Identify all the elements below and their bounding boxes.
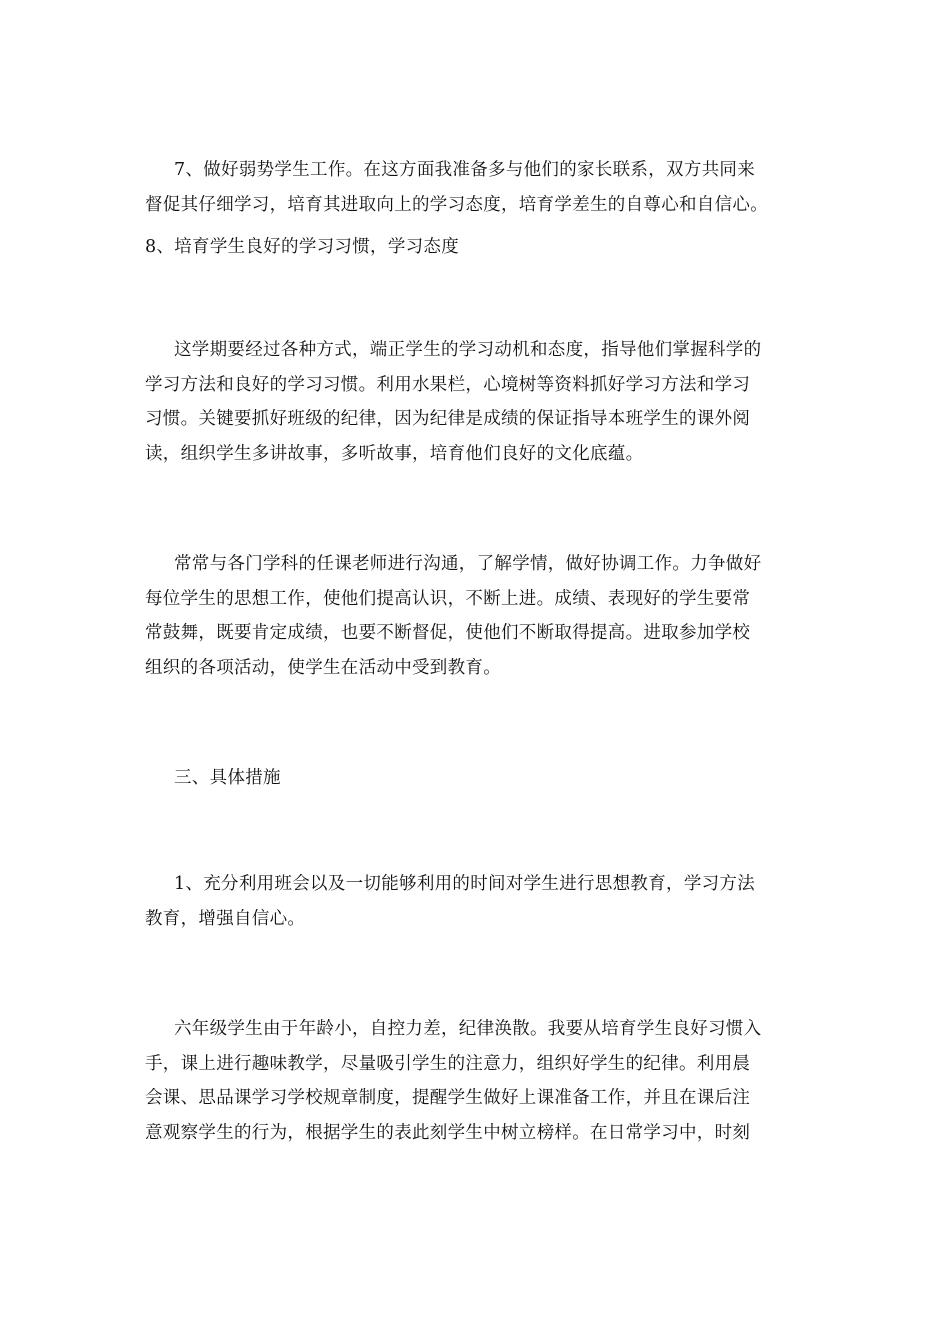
text-line: 习惯。关键要抓好班级的纪律，因为纪律是成绩的保证指导本班学生的课外阅	[145, 409, 751, 429]
text-line: 会课、思品课学习学校规章制度，提醒学生做好上课准备工作，并且在课后注	[145, 1088, 751, 1108]
paragraph-grade-six	[145, 1012, 810, 1150]
heading-line: 三、具体措施	[174, 768, 281, 788]
text-line: 1、充分利用班会以及一切能够利用的时间对学生进行思想教育，学习方法	[174, 874, 756, 894]
text-line: 8、培育学生良好的学习习惯，学习态度	[145, 237, 460, 257]
text-line: 每位学生的思想工作，使他们提高认识，不断上进。成绩、表现好的学生要常	[145, 588, 751, 609]
text-line: 六年级学生由于年龄小，自控力差，纪律涣散。我要从培育学生良好习惯入	[174, 1019, 762, 1039]
paragraph-teacher-communication	[145, 547, 810, 685]
text-line: 7、做好弱势学生工作。在这方面我准备多与他们的家长联系，双方共同来	[174, 160, 756, 180]
section-heading	[145, 761, 810, 796]
text-line: 常鼓舞，既要肯定成绩，也要不断督促，使他们不断取得提高。进取参加学校	[145, 623, 751, 643]
text-line: 读，组织学生多讲故事，多听故事，培育他们良好的文化底蕴。	[145, 443, 644, 464]
paragraph-item-8	[145, 230, 810, 265]
paragraph-item-7	[145, 153, 810, 222]
text-line: 学习方法和良好的学习习惯。利用水果栏，心境树等资料抓好学习方法和学习	[145, 374, 751, 395]
text-line: 督促其仔细学习，培育其进取向上的学习态度，培育学差生的自尊心和自信心。	[145, 194, 768, 215]
text-line: 意观察学生的行为，根据学生的表此刻学生中树立榜样。在日常学习中，时刻	[145, 1122, 751, 1143]
text-line: 组织的各项活动，使学生在活动中受到教育。	[145, 657, 501, 678]
text-line: 常常与各门学科的任课老师进行沟通，了解学情，做好协调工作。力争做好	[174, 554, 762, 574]
text-line: 手，课上进行趣味教学，尽量吸引学生的注意力，组织好学生的纪律。利用晨	[145, 1053, 751, 1074]
paragraph-study-habits	[145, 333, 810, 471]
text-line: 这学期要经过各种方式，端正学生的学习动机和态度，指导他们掌握科学的	[174, 340, 762, 360]
paragraph-measure-1	[145, 867, 810, 936]
text-line: 教育，增强自信心。	[145, 908, 306, 929]
